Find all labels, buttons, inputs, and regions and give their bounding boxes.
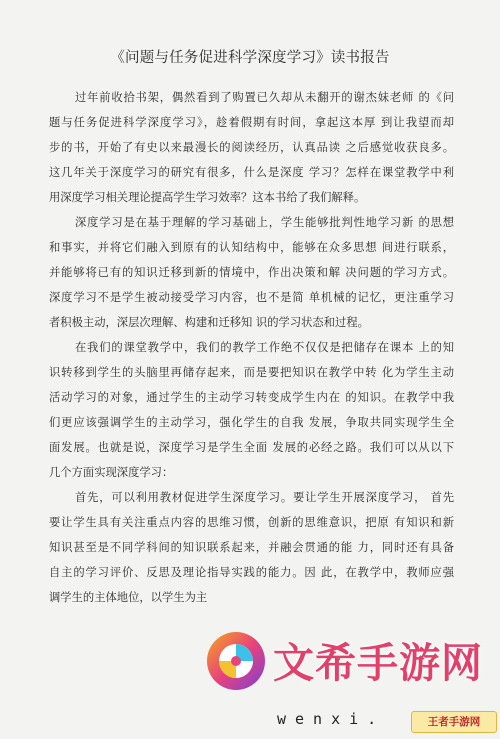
text-line: 几个方面实现深度学习： — [49, 466, 174, 479]
text-line: 题与任务促进科学深度学习》，趁着假期有时间，拿起这本厚 到让我望而却 — [49, 116, 454, 129]
text-line: 自主的学习评价、反思及理论指导实践的能力。因 此，在教学中，教师应强 — [49, 566, 454, 579]
wenxi-logo-icon — [205, 630, 267, 692]
text-line: 深度学习是在基于理解的学习基础上，学生能够批判性地学习新 的思想 — [75, 216, 454, 229]
text-line: 用深度学习相关理论提高学生学习效率？这本书给了我们解释。 — [49, 191, 366, 204]
watermark-brand: 文希手游网 — [273, 639, 483, 687]
text-line: 调学生的主体地位，以学生为主 — [49, 591, 208, 604]
text-line: 深度学习不是学生被动接受学习内容，也不是简 单机械的记忆，更注重学习 — [49, 291, 454, 304]
watermark-badge: 王者手游网 — [411, 711, 497, 733]
text-line: 们更应该强调学生的主动学习，强化学生的自我 发展，争取共同实现学生全 — [49, 416, 454, 429]
text-line: 过年前收拾书架，偶然看到了购置已久却从未翻开的谢杰妹老师 的《问 — [75, 91, 454, 104]
text-line: 识转移到学生的头脑里再储存起来，而是要把知识在教学中转 化为学生主动 — [49, 366, 454, 379]
site-watermark — [205, 626, 500, 739]
text-line: 步的书，开始了有史以来最漫长的阅读经历，认真品读 之后感觉收获良多。 — [49, 141, 454, 154]
text-line: 面发展。也就是说，深度学习是学生全面 发展的必经之路。我们可以从以下 — [49, 441, 454, 454]
text-line: 者积极主动，深层次理解、构建和迁移知 识的学习状态和过程。 — [49, 316, 369, 329]
text-line: 这几年关于深度学习的研究有很多，什么是深度 学习？怎样在课堂教学中利 — [49, 166, 454, 179]
text-line: 知识甚至是不同学科间的知识联系起来，并融会贯通的能 力，同时还有具备 — [49, 541, 454, 554]
document-title: 《问题与任务促进科学深度学习》读书报告 — [110, 50, 390, 66]
text-line: 活动学习的对象，通过学生的主动学习转变成学生内在 的知识。在教学中我 — [49, 391, 454, 404]
watermark-url: wenxi. — [277, 710, 386, 728]
text-line: 首先，可以利用教材促进学生深度学习。要让学生开展深度学习， 首先 — [75, 491, 454, 504]
text-line: 并能够将已有的知识迁移到新的情境中，作出决策和解 决问题的学习方式。 — [49, 266, 454, 279]
text-line: 在我们的课堂教学中，我们的教学工作绝不仅仅是把储存在课本 上的知 — [75, 341, 454, 354]
text-line: 要让学生具有关注重点内容的思维习惯，创新的思维意识，把原 有知识和新 — [49, 516, 454, 529]
text-line: 和事实，并将它们融入到原有的认知结构中，能够在众多思想 间进行联系， — [49, 241, 454, 254]
